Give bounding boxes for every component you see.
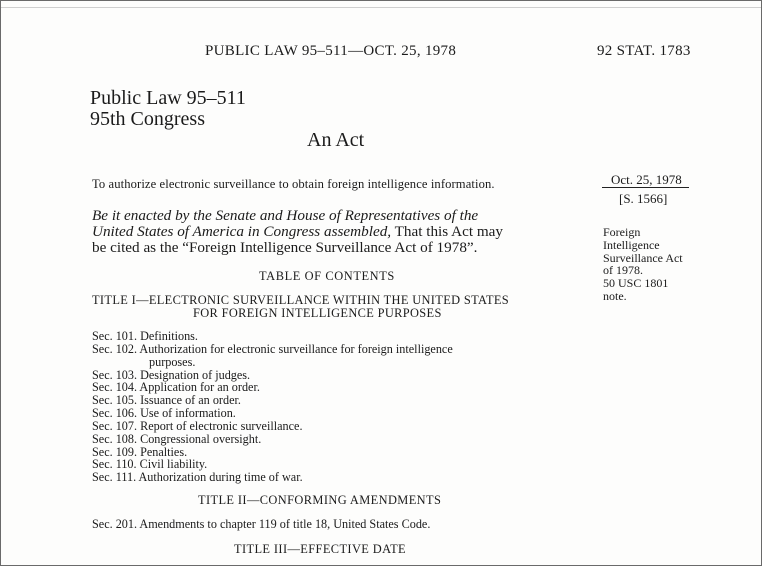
margin-note-line: Foreign — [603, 225, 641, 239]
toc-section-continued: purposes. — [149, 354, 196, 369]
enacting-line — [92, 224, 592, 240]
toc-section-list — [92, 330, 453, 484]
enacting-line: be cited as the “Foreign Intelligence Surveillance Act of 1978”. — [92, 239, 478, 256]
margin-note-line: Surveillance Act — [603, 250, 683, 265]
margin-bill-number: [S. 1566] — [619, 191, 668, 206]
statute-page-number: 92 STAT. 1783 — [597, 43, 691, 59]
toc-section: Sec. 104. Application for an order. — [92, 380, 260, 395]
title-1-subheading: FOR FOREIGN INTELLIGENCE PURPOSES — [193, 306, 442, 320]
enacting-line — [92, 208, 592, 224]
running-head: PUBLIC LAW 95–511—OCT. 25, 1978 — [205, 43, 457, 59]
purpose-statement: To authorize electronic surveillance to obtain foreign intelligence information. — [92, 177, 495, 191]
enacting-italic-2: United States of America in Congress assembled, — [92, 223, 392, 240]
toc-section: Sec. 108. Congressional oversight. — [92, 431, 262, 446]
toc-section: Sec. 105. Issuance of an order. — [92, 393, 241, 408]
scan-edge-line — [1, 7, 761, 8]
toc-section: Sec. 101. Definitions. — [92, 329, 198, 343]
margin-date: Oct. 25, 1978 — [611, 172, 682, 187]
toc-section: Sec. 103. Designation of judges. — [92, 367, 251, 382]
toc-heading: TABLE OF CONTENTS — [259, 269, 395, 283]
enacting-text-2: That this Act may — [391, 223, 504, 240]
margin-note-line: of 1978. — [603, 263, 643, 278]
margin-note-line: 50 USC 1801 — [603, 276, 669, 291]
margin-note-line: note. — [603, 288, 627, 303]
title-1-heading: TITLE I—ELECTRONIC SURVEILLANCE WITHIN THE UNITED STATES — [92, 293, 510, 307]
margin-note — [603, 226, 713, 303]
congress-label: 95th Congress — [90, 108, 205, 130]
title-3-heading: TITLE III—EFFECTIVE DATE — [234, 542, 407, 556]
act-heading: An Act — [307, 129, 365, 151]
toc-section: Sec. 106. Use of information. — [92, 406, 236, 421]
enacting-clause — [92, 208, 592, 256]
title-2-heading: TITLE II—CONFORMING AMENDMENTS — [198, 493, 442, 507]
margin-divider — [602, 187, 689, 188]
toc-section-201: Sec. 201. Amendments to chapter 119 of title 18, United States Code. — [92, 517, 431, 531]
toc-section: Sec. 111. Authorization during time of war. — [92, 470, 303, 485]
margin-note-line: Intelligence — [603, 237, 660, 252]
toc-section: Sec. 107. Report of electronic surveillance. — [92, 418, 303, 433]
enacting-italic-1: Be it enacted by the Senate and House of Representatives of the — [92, 207, 479, 224]
toc-section: Sec. 110. Civil liability. — [92, 457, 208, 472]
law-title: Public Law 95–511 — [90, 87, 246, 109]
toc-section: Sec. 102. Authorization for electronic surveillance for foreign intelligence — [92, 341, 453, 356]
toc-section: Sec. 109. Penalties. — [92, 444, 188, 459]
